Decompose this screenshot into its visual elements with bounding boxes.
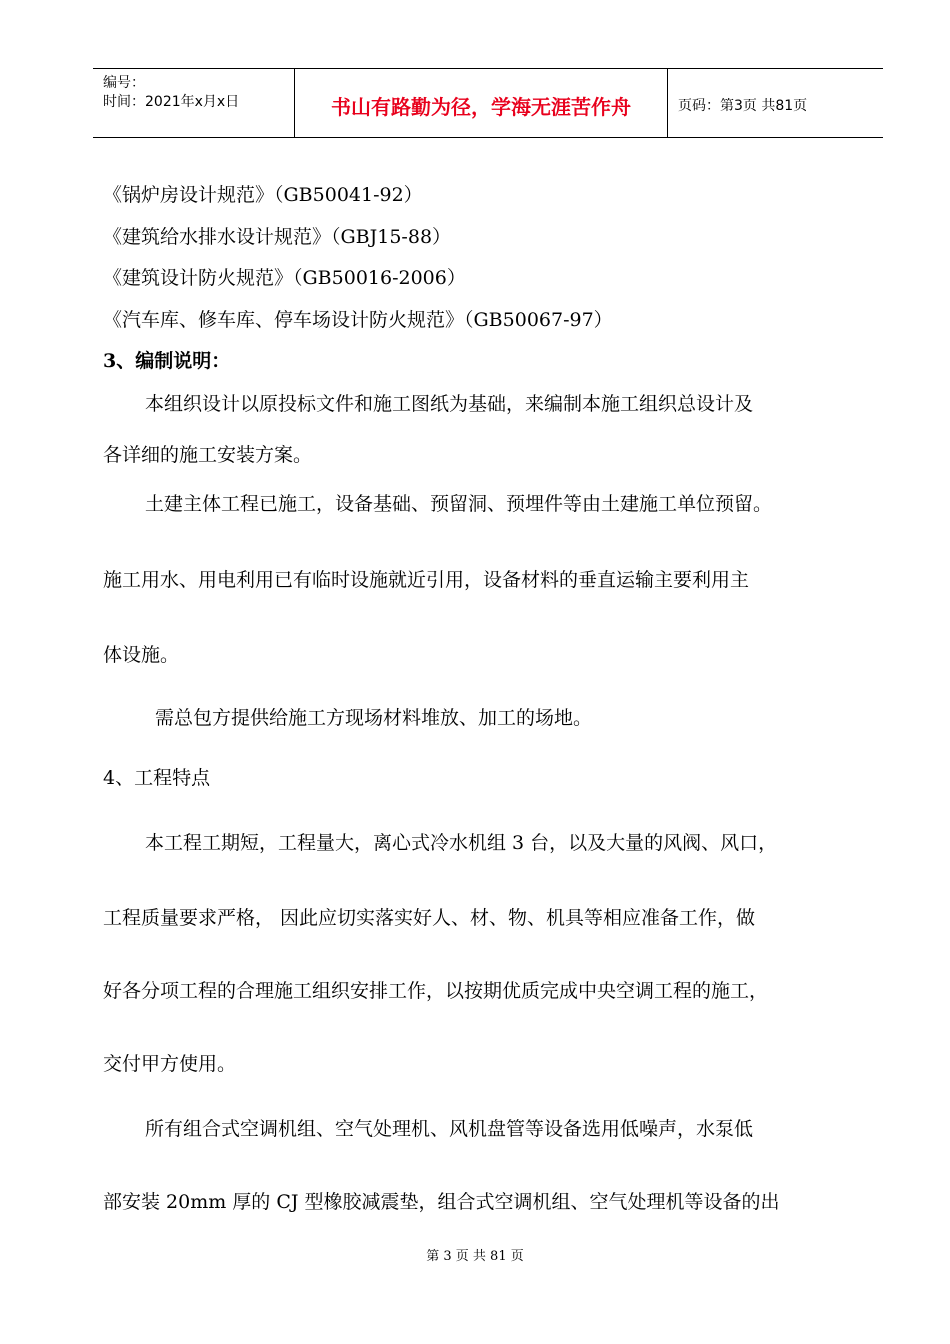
- header-motto: 书山有路勤为径，学海无涯苦作舟: [331, 95, 631, 119]
- paragraph-line: 需总包方提供给施工方现场材料堆放、加工的场地。: [155, 707, 593, 729]
- paragraph-line: 交付甲方使用。: [103, 1053, 237, 1075]
- section-heading-3: 3、编制说明：: [103, 350, 231, 372]
- header-page-cell: [668, 69, 883, 137]
- document-time-label: 时间：2021年x月x日: [103, 94, 240, 110]
- page-header: [93, 68, 883, 138]
- paragraph-line: 好各分项工程的合理施工组织安排工作，以按期优质完成中央空调工程的施工，: [103, 980, 769, 1002]
- header-info-cell: [93, 69, 295, 137]
- header-motto-cell: [295, 69, 668, 137]
- header-page-label: 页码：第3页 共81页: [678, 98, 808, 114]
- paragraph-line: 施工用水、用电利用已有临时设施就近引用，设备材料的垂直运输主要利用主: [103, 569, 750, 591]
- section-heading-4: 4、工程特点: [103, 767, 211, 789]
- document-number-label: 编号：: [103, 75, 145, 91]
- paragraph-line: 土建主体工程已施工，设备基础、预留洞、预埋件等由土建施工单位预留。: [145, 493, 773, 515]
- paragraph-line: 工程质量要求严格， 因此应切实落实好人、材、物、机具等相应准备工作，做: [103, 907, 756, 929]
- paragraph-line: 各详细的施工安装方案。: [103, 444, 313, 466]
- paragraph-line: 本组织设计以原投标文件和施工图纸为基础，来编制本施工组织总设计及: [145, 393, 754, 415]
- page-footer: 第 3 页 共 81 页: [426, 1249, 524, 1264]
- reference-water-code: 《建筑给水排水设计规范》（GBJ15-88）: [103, 226, 452, 248]
- reference-boiler-code: 《锅炉房设计规范》（GB50041-92）: [103, 184, 423, 206]
- paragraph-line: 体设施。: [103, 644, 180, 666]
- paragraph-line: 本工程工期短，工程量大，离心式冷水机组 3 台，以及大量的风阀、风口，: [145, 832, 778, 854]
- reference-fire-code: 《建筑设计防火规范》（GB50016-2006）: [103, 267, 466, 289]
- paragraph-line: 部安装 20mm 厚的 CJ 型橡胶减震垫，组合式空调机组、空气处理机等设备的出: [103, 1191, 780, 1213]
- reference-garage-code: 《汽车库、修车库、停车场设计防火规范》（GB50067-97）: [103, 309, 613, 331]
- paragraph-line: 所有组合式空调机组、空气处理机、风机盘管等设备选用低噪声，水泵低: [145, 1118, 754, 1140]
